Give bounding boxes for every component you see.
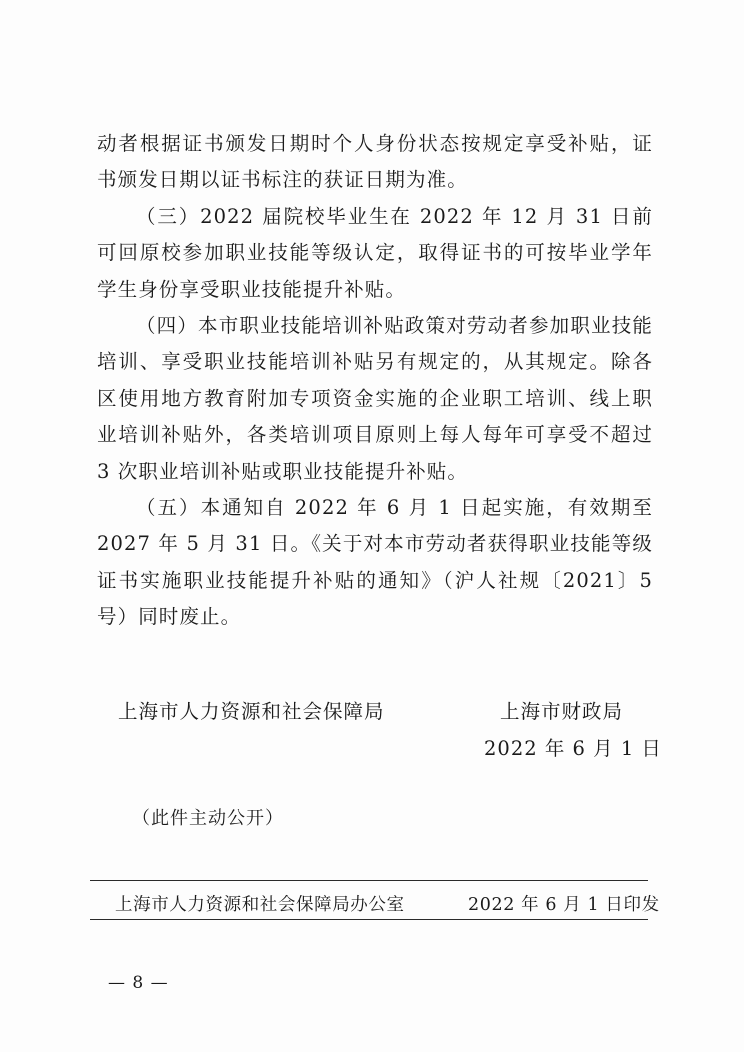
- issuer-hr-bureau: 上海市人力资源和社会保障局: [118, 700, 385, 723]
- paragraph-clause-3: （三）2022 届院校毕业生在 2022 年 12 月 31 日前可回原校参加职业技能等级认定，取得证书的可按毕业学年学生身份享受职业技能提升补贴。: [97, 204, 653, 301]
- paragraph-clause-5: （五）本通知自 2022 年 6 月 1 日起实施，有效期至 2027 年 5 月 31 日。《关于对本市劳动者获得职业技能等级证书实施职业技能提升补贴的通知》（沪人社规〔2021〕5 号）同时废止。: [97, 496, 653, 629]
- issuer-finance-bureau: 上海市财政局: [500, 700, 624, 723]
- paragraph-clause-4: （四）本市职业技能培训补贴政策对劳动者参加职业技能培训、享受职业技能培训补贴另有规定的，从其规定。除各区使用地方教育附加专项资金实施的企业职工培训、线上职业培训补贴外，各类培训项目原则上每人每年可享受不超过 3 次职业培训补贴或职业技能提升补贴。: [97, 314, 653, 483]
- document-body: [97, 126, 653, 636]
- page-number: — 8 —: [108, 973, 169, 993]
- footer-print-date: 2022 年 6 月 1 日印发: [468, 895, 660, 915]
- footer-divider-bottom: [90, 919, 648, 920]
- footer-divider-top: [90, 880, 648, 881]
- paragraph-continuation: 动者根据证书颁发日期时个人身份状态按规定享受补贴，证书颁发日期以证书标注的获证日期为准。: [97, 132, 653, 192]
- signature-date: 2022 年 6 月 1 日: [484, 737, 662, 760]
- disclosure-note: （此件主动公开）: [132, 808, 284, 829]
- footer-issuing-office: 上海市人力资源和社会保障局办公室: [115, 895, 405, 915]
